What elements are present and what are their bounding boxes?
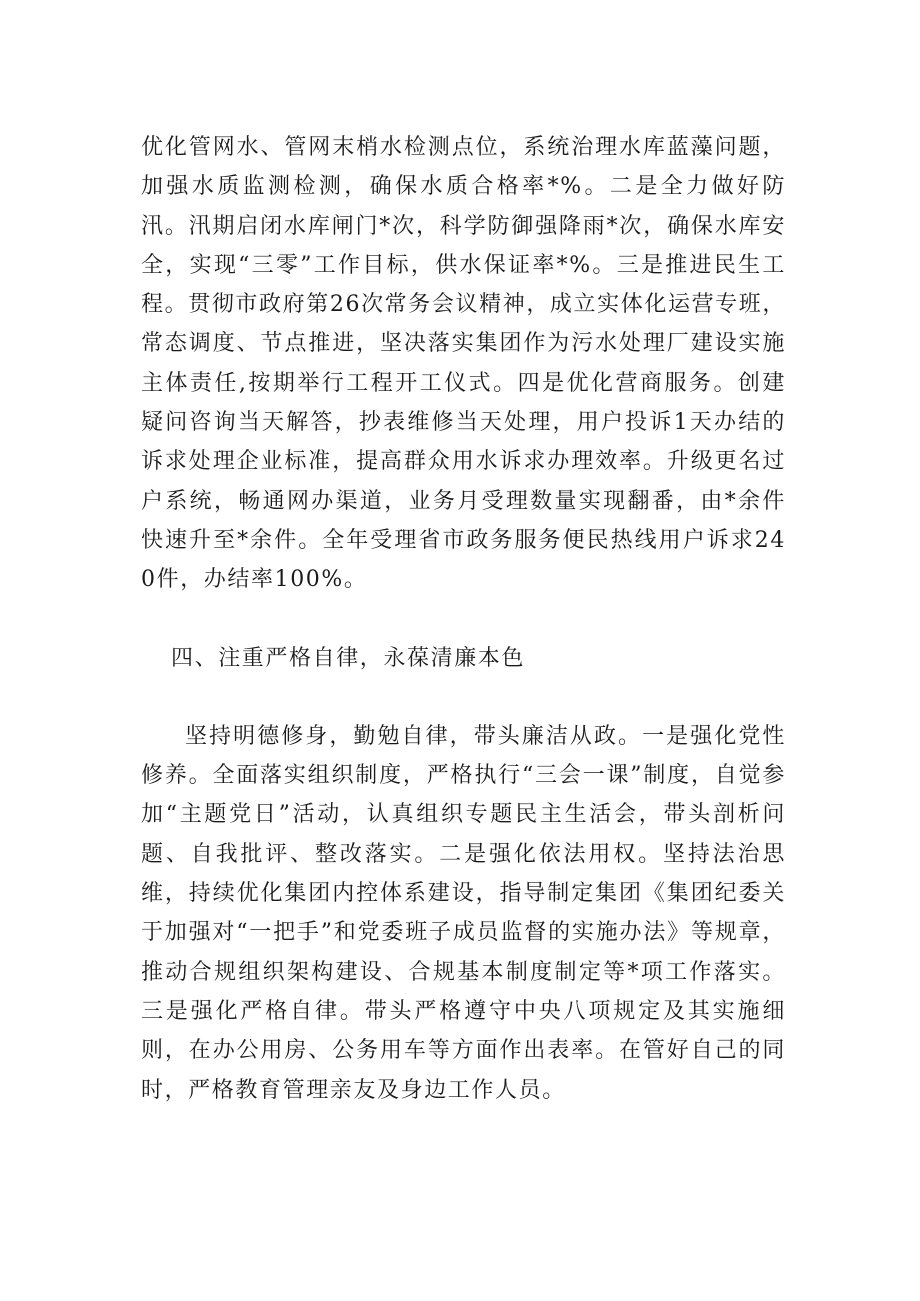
body-paragraph-2: 坚持明德修身，勤勉自律，带头廉洁从政。一是强化党性修养。全面落实组织制度，严格执行“三会一课”制度，自觉参加“主题党日”活动，认真组织专题民主生活会，带头剖析问题、自我批评、整改落实。二是强化依法用权。坚持法治思维，持续优化集团内控体系建设，指导制定集团《集团纪委关于加强对“一把手”和党委班子成员监督的实施办法》等规章，推动合规组织架构建设、合规基本制度制定等*项工作落实。三是强化严格自律。带头严格遵守中央八项规定及其实施细则，在办公用房、公务用车等方面作出表率。在管好自己的同时，严格教育管理亲友及身边工作人员。 <box>141 723 786 1103</box>
body-paragraph-1: 优化管网水、管网末梢水检测点位，系统治理水库蓝藻问题，加强水质监测检测，确保水质合格率*%。二是全力做好防汛。汛期启闭水库闸门*次，科学防御强降雨*次，确保水库安全，实现“三零”工作目标，供水保证率*%。三是推进民生工程。贯彻市政府第26次常务会议精神，成立实体化运营专班，常态调度、节点推进，坚决落实集团作为污水处理厂建设实施主体责任,按期举行工程开工仪式。四是优化营商服务。创建疑问咨询当天解答，抄表维修当天处理，用户投诉1天办结的诉求处理企业标准，提高群众用水诉求办理效率。升级更名过户系统，畅通网办渠道，业务月受理数量实现翻番，由*余件快速升至*余件。全年受理省市政务服务便民热线用户诉求240件，办结率100%。 <box>141 135 786 593</box>
paragraph-spacer <box>141 600 786 639</box>
document-page <box>141 128 786 1110</box>
paragraph-spacer <box>141 678 786 717</box>
section-heading: 四、注重严格自律，永葆清廉本色 <box>171 645 526 671</box>
